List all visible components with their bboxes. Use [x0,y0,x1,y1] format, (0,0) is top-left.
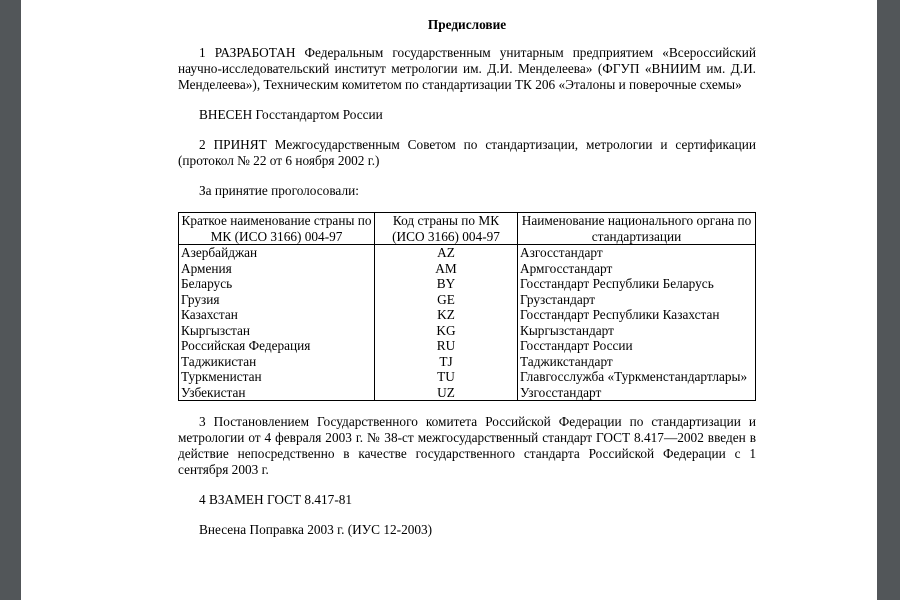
cell-country: Таджикистан [179,354,375,370]
cell-body: Азгосстандарт [518,245,756,261]
cell-code: GE [375,292,518,308]
paragraph-developed: 1 РАЗРАБОТАН Федеральным государственным унитарным предприятием «Всероссийский научно-исследовательский институт метрологии им. Д.И. Менделеева» (ФГУП «ВНИИМ им. Д.И. Менделеева»), Техническим комитетом по стандартизации ТК 206 «Эталоны и поверочные схемы» [178,45,756,92]
cell-country: Армения [179,261,375,277]
document-content [178,17,756,538]
table-row [179,245,756,261]
cell-body: Госстандарт Республики Казахстан [518,307,756,323]
cell-code: UZ [375,385,518,401]
table-row [179,276,756,292]
header-country-name: Краткое наименование страны по МК (ИСО 3166) 004-97 [179,213,375,245]
cell-code: TJ [375,354,518,370]
cell-code: KZ [375,307,518,323]
table-row [179,261,756,277]
cell-country: Азербайджан [179,245,375,261]
cell-body: Армгосстандарт [518,261,756,277]
cell-country: Казахстан [179,307,375,323]
cell-body: Таджикстандарт [518,354,756,370]
cell-country: Туркменистан [179,369,375,385]
cell-code: BY [375,276,518,292]
cell-code: RU [375,338,518,354]
table-row [179,369,756,385]
header-standards-body: Наименование национального органа по стандартизации [518,213,756,245]
cell-body: Грузстандарт [518,292,756,308]
table-header-row [179,213,756,245]
page-title: Предисловие [427,17,507,32]
paragraph-amendment: Внесена Поправка 2003 г. (ИУС 12-2003) [199,522,433,537]
paragraph-introduced: ВНЕСЕН Госстандартом России [199,107,383,122]
cell-body: Госстандарт Республики Беларусь [518,276,756,292]
paragraph-enacted: 3 Постановлением Государственного комитета Российской Федерации по стандартизации и метрологии от 4 февраля 2003 г. № 38-ст межгосударственный стандарт ГОСТ 8.417—2002 введен в действие непосредственно в качестве государственного стандарта Российской Федерации с 1 сентября 2003 г. [178,414,756,477]
document-page [21,0,877,600]
cell-code: AM [375,261,518,277]
paragraph-voted: За принятие проголосовали: [199,183,359,198]
table-body [179,245,756,401]
table-row [179,292,756,308]
table-row [179,385,756,401]
cell-country: Узбекистан [179,385,375,401]
paragraph-replaces: 4 ВЗАМЕН ГОСТ 8.417-81 [199,492,353,507]
header-country-code: Код страны по МК (ИСО 3166) 004-97 [375,213,518,245]
cell-country: Беларусь [179,276,375,292]
table-row [179,338,756,354]
table-row [179,307,756,323]
cell-country: Грузия [179,292,375,308]
cell-body: Главгосслужба «Туркменстандартлары» [518,369,756,385]
cell-code: TU [375,369,518,385]
voting-table [178,212,756,401]
cell-code: KG [375,323,518,339]
cell-code: AZ [375,245,518,261]
cell-body: Госстандарт России [518,338,756,354]
cell-body: Кыргызстандарт [518,323,756,339]
cell-country: Российская Федерация [179,338,375,354]
cell-country: Кыргызстан [179,323,375,339]
paragraph-adopted: 2 ПРИНЯТ Межгосударственным Советом по стандартизации, метрологии и сертификации (протокол № 22 от 6 ноября 2002 г.) [178,137,756,168]
table-row [179,354,756,370]
table-row [179,323,756,339]
cell-body: Узгосстандарт [518,385,756,401]
